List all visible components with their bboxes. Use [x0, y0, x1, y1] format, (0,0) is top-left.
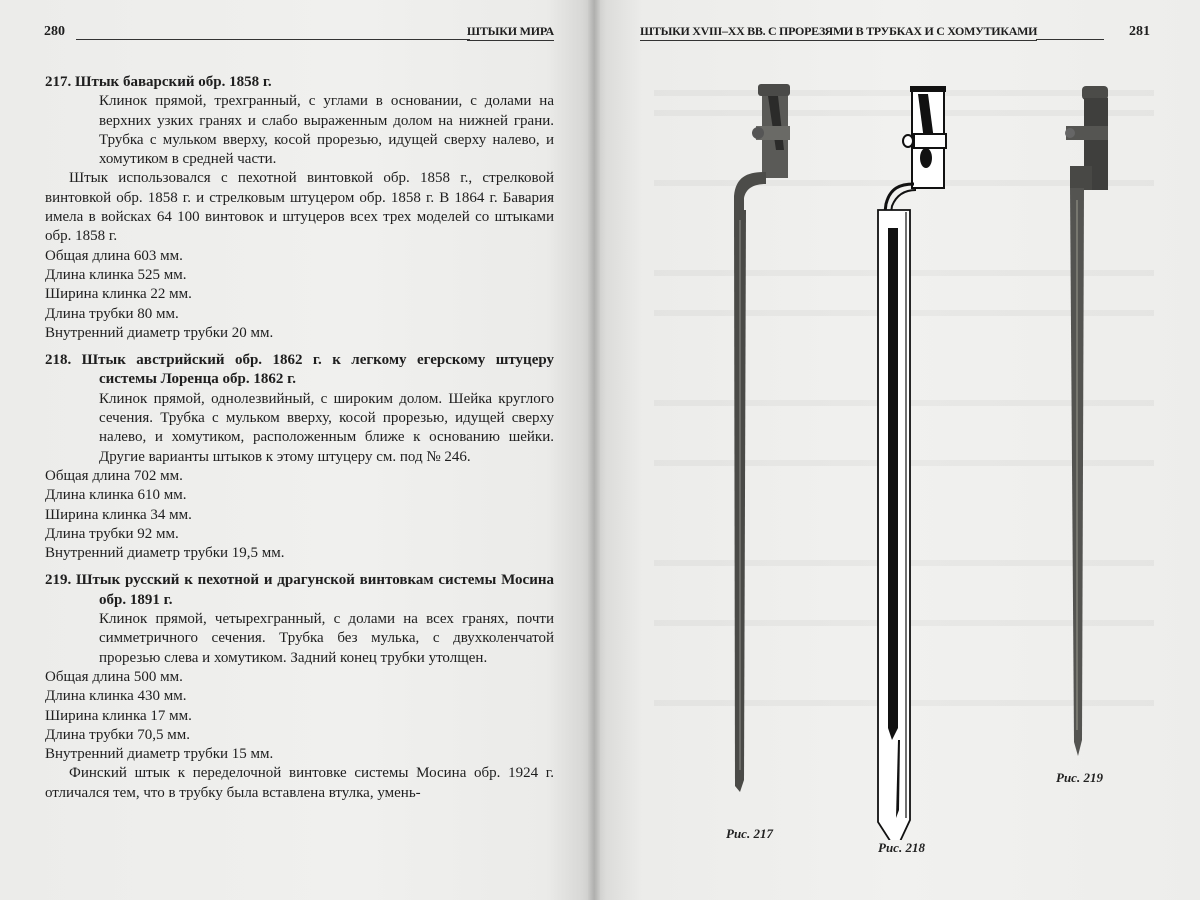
clamp-screw — [752, 127, 764, 139]
running-title-right: ШТЫКИ XVIII–XX ВВ. С ПРОРЕЗЯМИ В ТРУБКАХ И С ХОМУТИКАМИ — [640, 24, 1037, 41]
spec-line: Внутренний диаметр трубки 19,5 мм. — [45, 545, 285, 562]
page-number-right: 281 — [1129, 24, 1150, 39]
blade-fuller — [888, 228, 898, 740]
socket-ring — [1082, 86, 1108, 100]
left-page — [0, 0, 594, 900]
spec-line: Ширина клинка 17 мм. — [45, 707, 192, 724]
spec-line: Длина трубки 70,5 мм. — [45, 726, 190, 743]
spec-line: Длина трубки 80 мм. — [45, 305, 179, 322]
spec-line: Внутренний диаметр трубки 15 мм. — [45, 746, 274, 763]
clamp-screw — [1065, 128, 1075, 138]
socket-detail — [920, 148, 932, 168]
spec-line: Длина трубки 92 мм. — [45, 525, 179, 542]
running-head-left — [44, 24, 554, 44]
book-gutter — [588, 0, 600, 900]
entry-paragraph: Штык использовался с пехотной винтовкой обр. 1858 г., стрелковой винтовкой обр. 1858 г. и стрелковым штуцером обр. 1858 г. В 1864 г. Бавария имела в войсках 64 100 винтовок и штуцеров всех трех моделей со штыками обр. 1858 г. — [45, 170, 554, 245]
bayonet-217-illustration — [722, 80, 792, 810]
spec-line: Длина клинка 610 мм. — [45, 487, 187, 504]
entry-description: Клинок прямой, четырехгранный, с долами на всех гранях, почти симметричного сечения. Трубка без мулька, с двухколенчатой прорезью слева и хомутиком. Задний конец трубки утолщен. — [99, 611, 554, 666]
figures — [594, 0, 1200, 900]
entry-title: 219. Штык русский к пехотной и драгунской винтовкам системы Мосина обр. 1891 г. — [45, 572, 554, 608]
bayonet-219-illustration — [1056, 80, 1116, 760]
spec-line: Ширина клинка 22 мм. — [45, 286, 192, 303]
entry-title: 218. Штык австрийский обр. 1862 г. к легкому егерскому штуцеру системы Лоренца обр. 1862 г. — [45, 352, 554, 388]
running-title-left: ШТЫКИ МИРА — [467, 24, 554, 41]
clamp — [914, 134, 946, 148]
entry-217 — [45, 73, 554, 343]
socket-ring — [758, 84, 790, 96]
figure-caption-217: Рис. 217 — [726, 826, 773, 841]
page-number-left: 280 — [44, 24, 65, 39]
figure-caption-219: Рис. 219 — [1056, 770, 1103, 785]
spec-line: Общая длина 500 мм. — [45, 668, 183, 685]
spec-line: Общая длина 603 мм. — [45, 247, 183, 264]
entry-paragraph: Финский штык к переделочной винтовке системы Мосина обр. 1924 г. отличался тем, что в трубку была вставлена втулка, умень- — [45, 765, 554, 801]
spec-line: Длина клинка 525 мм. — [45, 266, 187, 283]
header-rule — [76, 39, 470, 40]
neck — [1070, 166, 1092, 190]
bayonet-218-illustration — [872, 80, 952, 840]
socket-ring — [910, 86, 946, 92]
right-page — [594, 0, 1200, 900]
entry-218 — [45, 351, 554, 563]
spec-line: Внутренний диаметр трубки 20 мм. — [45, 324, 274, 341]
page-body-text — [45, 73, 554, 811]
spec-line: Длина клинка 430 мм. — [45, 688, 187, 705]
entry-title: 217. Штык баварский обр. 1858 г. — [45, 74, 272, 90]
clamp-screw — [903, 135, 913, 147]
entry-219 — [45, 571, 554, 803]
figure-caption-218: Рис. 218 — [878, 840, 925, 855]
entry-description: Клинок прямой, трехгранный, с углами в основании, с долами на верхних узких гранях и слабо выраженным долом на нижней грани. Трубка с мульком вверху, косой прорезью, идущей сверху налево, и хомутиком в средней части. — [99, 93, 554, 168]
spec-line: Общая длина 702 мм. — [45, 467, 183, 484]
spec-line: Ширина клинка 34 мм. — [45, 506, 192, 523]
entry-description: Клинок прямой, однолезвийный, с широким долом. Шейка круглого сечения. Трубка с мульком вверху, косой прорезью, идущей сверху налево, и хомутиком, расположенным ближе к основанию шейки. Другие варианты штыков к этому штуцеру см. под № 246. — [99, 390, 554, 465]
